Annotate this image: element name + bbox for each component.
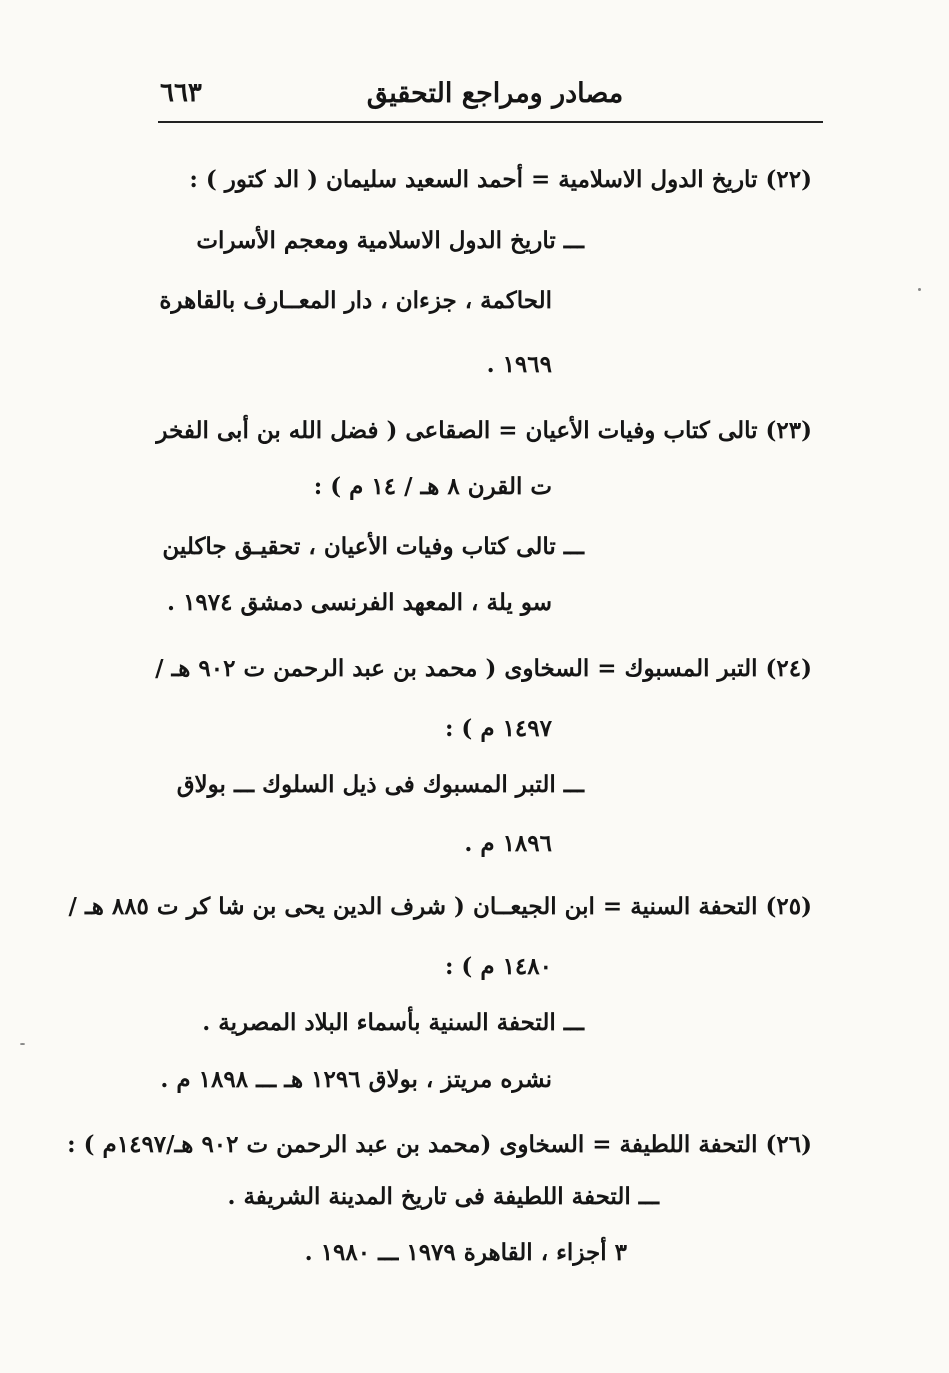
entry-26-line-1: ـــ التحفة اللطيفة فى تاريخ المدينة الشريفة . xyxy=(227,1183,659,1210)
header-rule xyxy=(158,121,823,123)
entry-24-line-1: ١٤٩٧ م ) : xyxy=(444,715,552,742)
entry-26-line-2: ٣ أجزاء ، القاهرة ١٩٧٩ ـــ ١٩٨٠ . xyxy=(304,1239,627,1266)
scan-speck xyxy=(20,1043,25,1045)
entry-24-number: (٢٤) xyxy=(765,655,812,682)
page-number: ٦٦٣ xyxy=(160,78,202,108)
entry-24-line-2: ـــ التبر المسبوك فى ذيل السلوك ـــ بولاق xyxy=(176,771,584,798)
scan-speck xyxy=(918,288,921,291)
page-title: مصادر ومراجع التحقيق xyxy=(366,78,624,109)
entry-25-heading-line xyxy=(69,890,812,924)
entry-25-line-2: ـــ التحفة السنية بأسماء البلاد المصرية . xyxy=(202,1009,584,1036)
entry-23-line-1: ت القرن ٨ هـ / ١٤ م ) : xyxy=(313,473,552,500)
entry-26-heading: التحفة اللطيفة = السخاوى (محمد بن عبد الرحمن ت ٩٠٢ هـ/١٤٩٧م ) : xyxy=(67,1131,758,1158)
entry-26-number: (٢٦) xyxy=(765,1131,812,1158)
entry-23-heading: تالى كتاب وفيات الأعيان = الصقاعى ( فضل الله بن أبى الفخر xyxy=(156,417,758,444)
entry-23-line-2: ـــ تالى كتاب وفيات الأعيان ، تحقيـق جاكلين xyxy=(162,533,584,560)
entry-24-line-3: ١٨٩٦ م . xyxy=(464,830,552,857)
entry-26-heading-line xyxy=(67,1128,812,1162)
entry-25-line-3: نشره مريتز ، بولاق ١٢٩٦ هـ ـــ ١٨٩٨ م . xyxy=(160,1066,552,1093)
entry-23-number: (٢٣) xyxy=(765,417,812,444)
entry-22-line-2: الحاكمة ، جزءان ، دار المعــارف بالقاهرة xyxy=(159,287,552,314)
entry-25-number: (٢٥) xyxy=(765,893,812,920)
entry-24-heading: التبر المسبوك = السخاوى ( محمد بن عبد الرحمن ت ٩٠٢ هـ / xyxy=(155,655,758,682)
entry-23-line-3: سو يلة ، المعهد الفرنسى دمشق ١٩٧٤ . xyxy=(167,589,552,616)
entry-22-heading: تاريخ الدول الاسلامية = أحمد السعيد سليمان ( الد كتور ) : xyxy=(189,166,758,193)
entry-23-heading-line xyxy=(156,414,812,448)
entry-22-line-1: ـــ تاريخ الدول الاسلامية ومعجم الأسرات xyxy=(196,227,584,254)
entry-22-line-3: ١٩٦٩ . xyxy=(486,351,552,378)
entry-25-line-1: ١٤٨٠ م ) : xyxy=(444,953,552,980)
entry-25-heading: التحفة السنية = ابن الجيعــان ( شرف الدين يحى بن شا كر ت ٨٨٥ هـ / xyxy=(68,893,758,920)
entry-22-heading-line xyxy=(189,163,812,197)
entry-22-number: (٢٢) xyxy=(765,166,812,193)
entry-24-heading-line xyxy=(155,652,812,686)
